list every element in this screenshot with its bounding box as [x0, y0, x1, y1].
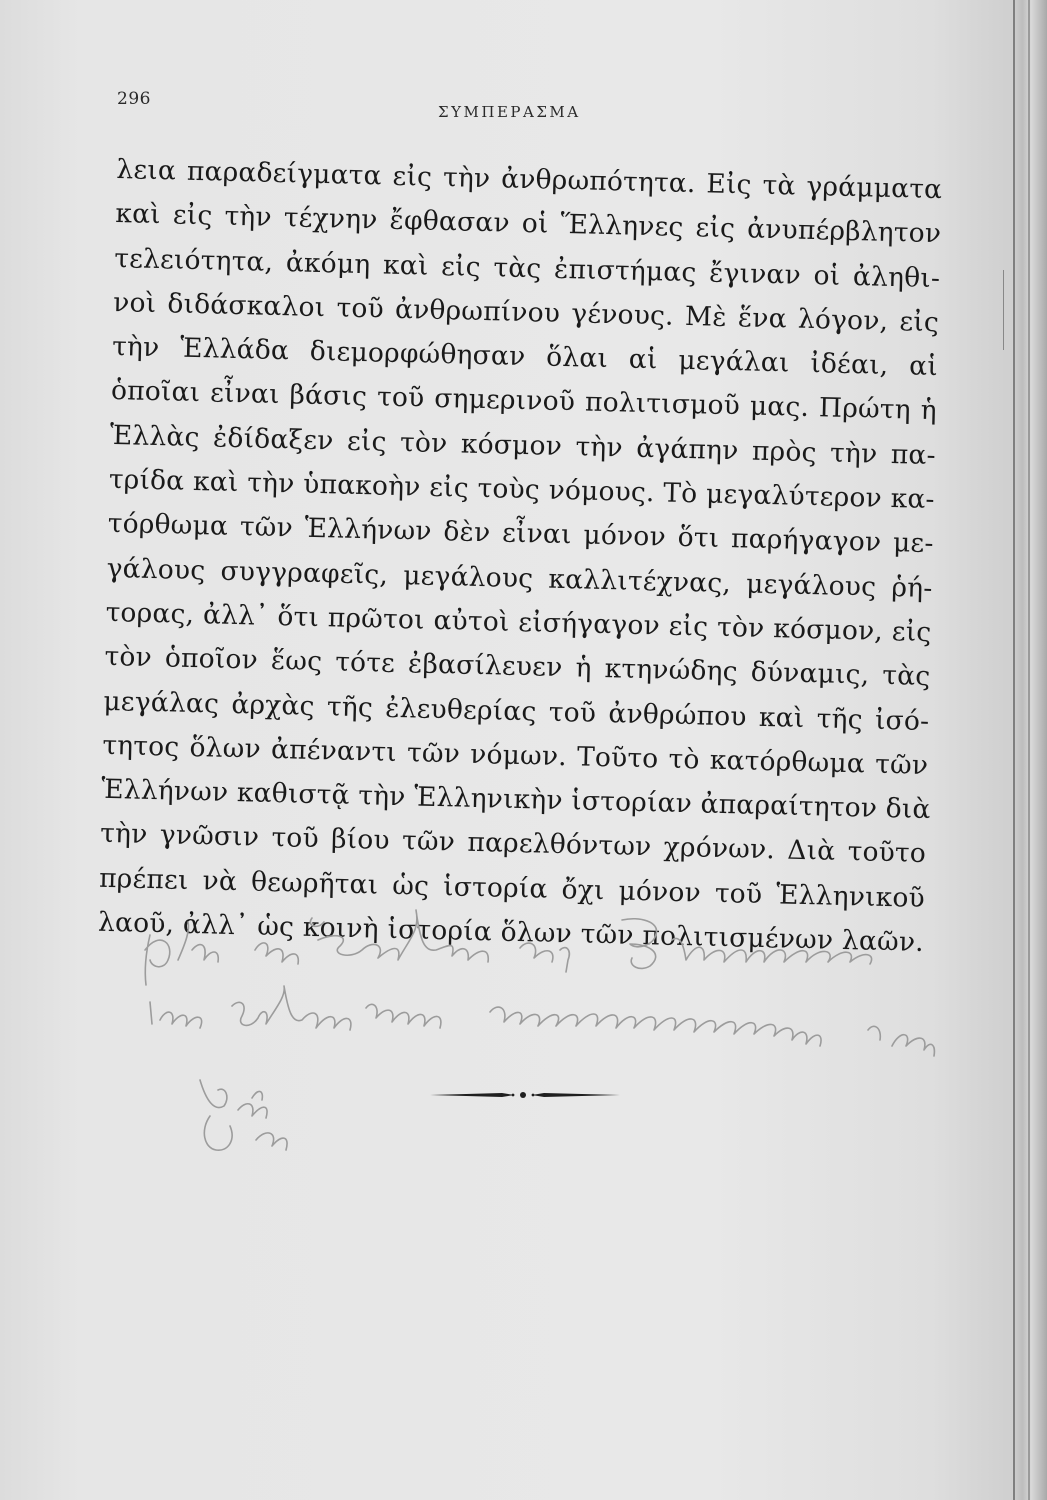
- text-line: λεια παραδείγματα εἰς τὴν ἀνθρωπότητα. Εἰς τὰ γράμματα: [116, 153, 943, 206]
- text-line: τητος ὅλων ἀπέναντι τῶν νόμων. Τοῦτο τὸ κατόρθωμα τῶν: [102, 729, 929, 781]
- text-line: ὁποῖαι εἶναι βάσις τοῦ σημερινοῦ πολιτισμοῦ μας. Πρώτη ἡ: [110, 375, 938, 427]
- text-line: τὴν Ἑλλάδα διεμορφώθησαν ὅλαι αἱ μεγάλαι ἰδέαι, αἱ: [111, 331, 939, 383]
- page-edge-line: [1013, 0, 1015, 1500]
- page-number: 296: [117, 89, 151, 109]
- text-line: νοὶ διδάσκαλοι τοῦ ἀνθρωπίνου γένους. Μὲ ἕνα λόγον, εἰς: [112, 286, 940, 339]
- text-line: λαοῦ, ἀλλ᾽ ὡς κοινὴ ἱστορία ὅλων τῶν πολιτισμένων λαῶν.: [97, 906, 925, 958]
- text-line: μεγάλας ἀρχὰς τῆς ἐλευθερίας τοῦ ἀνθρώπου καὶ τῆς ἰσό-: [103, 685, 930, 737]
- text-line: πρέπει νὰ θεωρῆται ὡς ἱστορία ὄχι μόνον τοῦ Ἑλληνικοῦ: [98, 862, 926, 914]
- text-line: καὶ εἰς τὴν τέχνην ἔφθασαν οἱ Ἕλληνες εἰς ἀνυπέρβλητον: [115, 198, 942, 250]
- text-line: τόρθωμα τῶν Ἑλλήνων δὲν εἶναι μόνον ὅτι παρήγαγον με-: [107, 508, 934, 560]
- text-line: Ἑλλὰς ἐδίδαξεν εἰς τὸν κόσμον τὴν ἀγάπην πρὸς τὴν πα-: [109, 419, 937, 471]
- text-line: Ἑλλήνων καθιστᾷ τὴν Ἑλληνικὴν ἱστορίαν ἀπαραίτητον διὰ: [100, 773, 931, 826]
- text-line: γάλους συγγραφεῖς, μεγάλους καλλιτέχνας, μεγάλους ῥή-: [106, 552, 933, 604]
- text-line: τὴν γνῶσιν τοῦ βίου τῶν παρελθόντων χρόνων. Διὰ τοῦτο: [99, 818, 927, 870]
- page-edge-line: [1028, 0, 1030, 1500]
- text-line: τορας, ἀλλ᾽ ὅτι πρῶτοι αὐτοὶ εἰσήγαγον εἰς τὸν κόσμον, εἰς: [105, 596, 932, 649]
- text-line: τελειότητα, ἀκόμη καὶ εἰς τὰς ἐπιστήμας ἔγιναν οἱ ἀληθι-: [113, 242, 941, 294]
- text-line: τρίδα καὶ τὴν ὑπακοὴν εἰς τοὺς νόμους. Τὸ μεγαλύτερον κα-: [108, 463, 936, 516]
- ornament-divider: [430, 1088, 620, 1102]
- margin-rule: [1003, 270, 1004, 350]
- text-line: τὸν ὁποῖον ἕως τότε ἐβασίλευεν ἡ κτηνώδης δύναμις, τὰς: [104, 641, 931, 693]
- running-head: ΣΥΜΠΕΡΑΣΜΑ: [438, 103, 581, 121]
